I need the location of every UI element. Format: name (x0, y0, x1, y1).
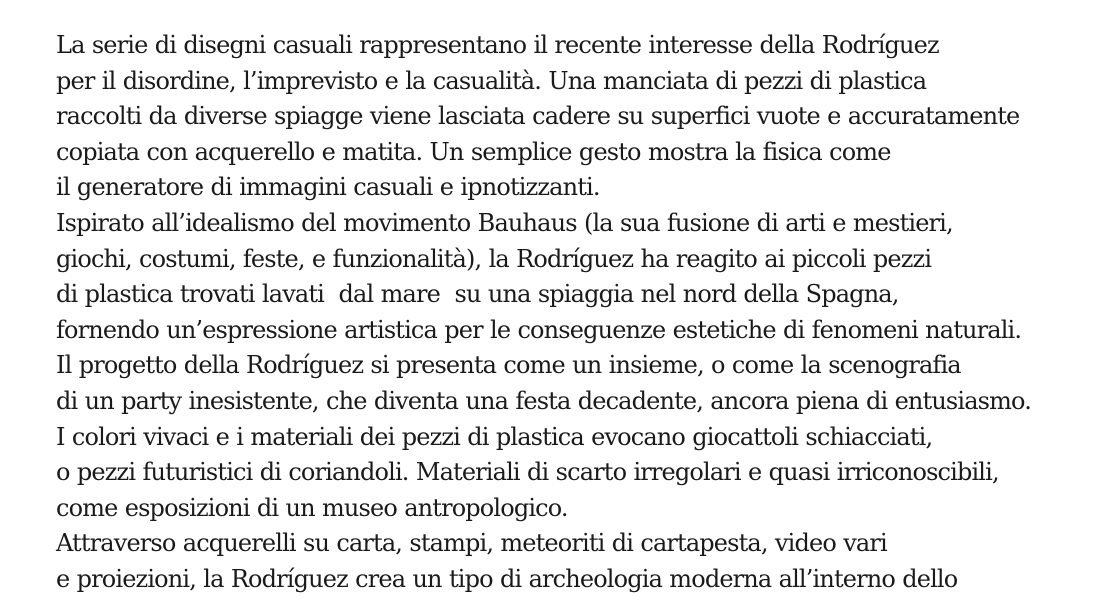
text-line: Ispirato all’idealismo del movimento Bauhaus (la sua fusione di arti e mestieri, (56, 208, 953, 237)
text-line: per il disordine, l’imprevisto e la casualità. Una manciata di pezzi di plastica (56, 66, 927, 95)
text-line: fornendo un’espressione artistica per le conseguenze estetiche di fenomeni naturali. (56, 315, 1022, 344)
text-line: il generatore di immagini casuali e ipnotizzanti. (56, 173, 600, 202)
text-line: come esposizioni di un museo antropologico. (56, 493, 568, 522)
text-line: di un party inesistente, che diventa una festa decadente, ancora piena di entusiasmo. (56, 386, 1032, 415)
text-line: copiata con acquerello e matita. Un semplice gesto mostra la fisica come (56, 137, 891, 166)
text-line: o pezzi futuristici di coriandoli. Materiali di scarto irregolari e quasi irriconoscibili, (56, 458, 999, 487)
text-line: Attraverso acquerelli su carta, stampi, meteoriti di cartapesta, video vari (56, 529, 887, 558)
text-line: giochi, costumi, feste, e funzionalità), la Rodríguez ha reagito ai piccoli pezzi (56, 244, 932, 273)
text-line: raccolti da diverse spiagge viene lasciata cadere su superfici vuote e accuratamente (56, 102, 1020, 131)
text-line: e proiezioni, la Rodríguez crea un tipo di archeologia moderna all’interno dello (56, 564, 958, 593)
text-line: I colori vivaci e i materiali dei pezzi di plastica evocano giocattoli schiacciati, (56, 422, 933, 451)
text-line: La serie di disegni casuali rappresentano il recente interesse della Rodríguez (56, 31, 939, 59)
text-line: di plastica trovati lavati dal mare su una spiaggia nel nord della Spagna, (56, 280, 899, 309)
text-line: Il progetto della Rodríguez si presenta come un insieme, o come la scenografia (56, 351, 961, 380)
body-text (56, 28, 1106, 598)
